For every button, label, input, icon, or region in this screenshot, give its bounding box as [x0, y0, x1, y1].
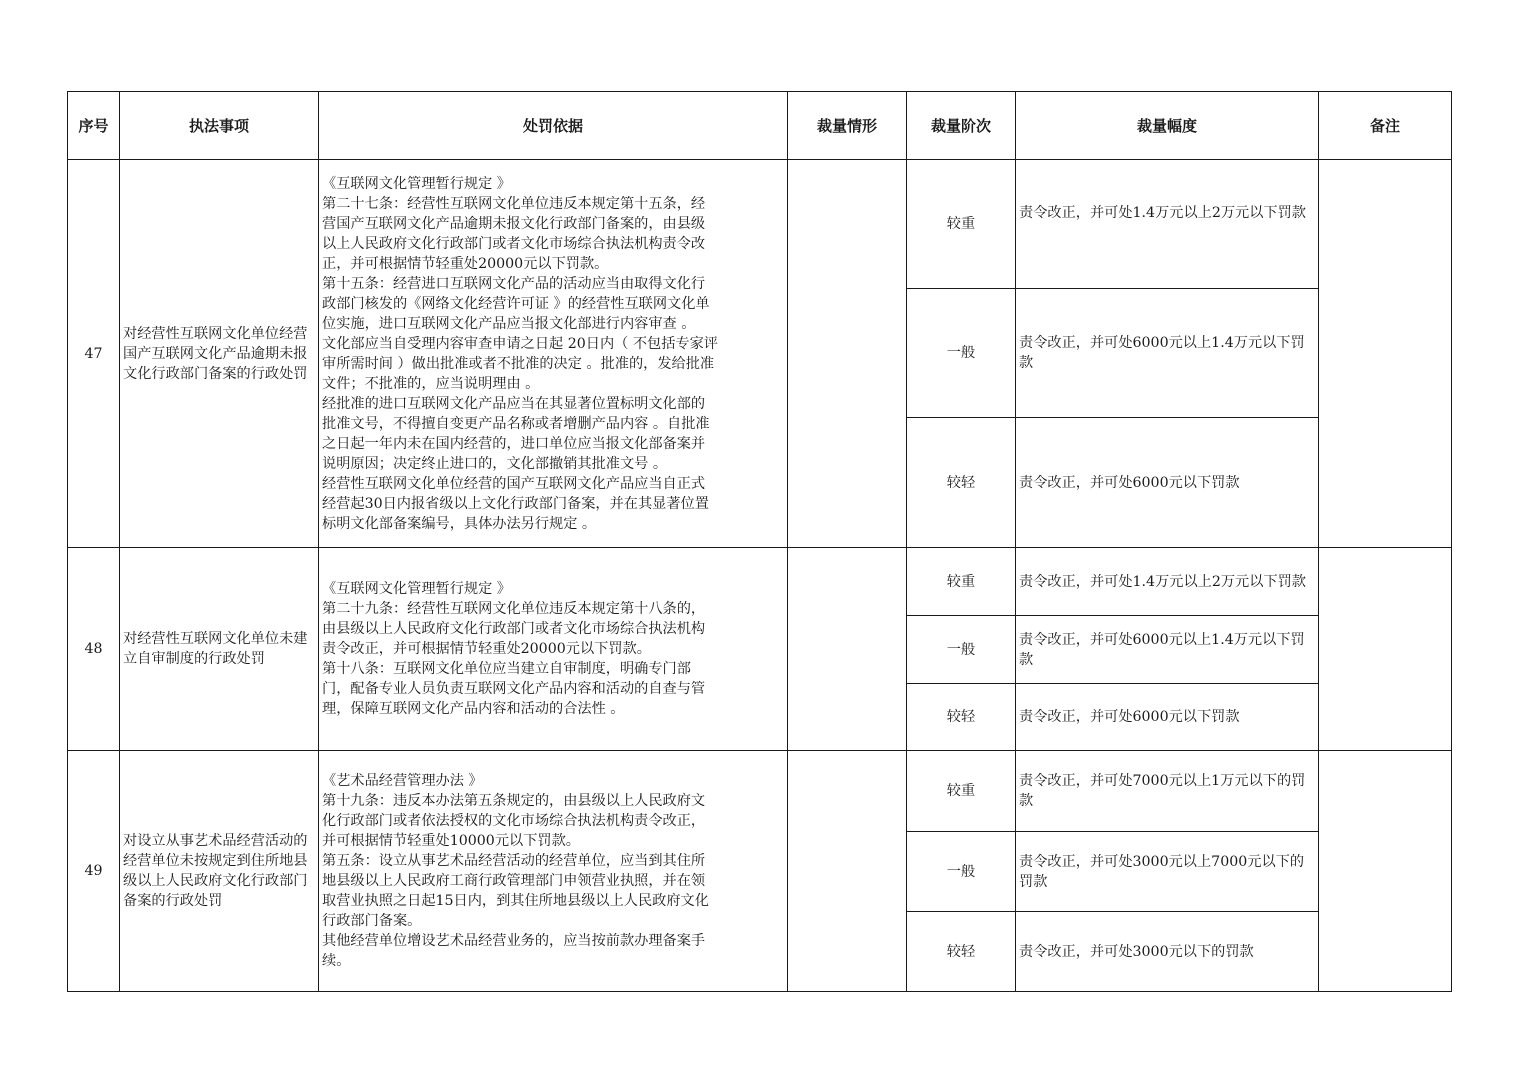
row-basis — [319, 751, 788, 992]
basis-line: 说明原因；决定终止进口的，文化部撤销其批准文号 。 — [322, 455, 668, 472]
tier-level: 较重 — [907, 160, 1016, 289]
tier-range: 责令改正，并可处6000元以上1.4万元以下罚款 — [1016, 616, 1319, 684]
basis-line: 批准文号，不得擅自变更产品名称或者增删产品内容 。自批准 — [322, 415, 710, 432]
row-note — [1319, 751, 1452, 992]
basis-line: 《互联网文化管理暂行规定 》 — [322, 581, 511, 597]
tier-level: 较重 — [907, 548, 1016, 616]
basis-line: 行政部门备案。 — [322, 913, 422, 929]
basis-line: 取营业执照之日起15日内，到其住所地县级以上人民政府文化 — [322, 893, 709, 909]
row-basis — [319, 548, 788, 751]
basis-line: 第二十九条：经营性互联网文化单位违反本规定第十八条的， — [322, 601, 706, 617]
tier-level: 较轻 — [907, 912, 1016, 992]
basis-line: 标明文化部备案编号，具体办法另行规定 。 — [322, 515, 597, 532]
basis-line: 化行政部门或者依法授权的文化市场综合执法机构责令改正， — [322, 813, 706, 829]
table-row — [68, 751, 1452, 832]
row-seq: 48 — [68, 548, 120, 751]
table-row — [68, 160, 1452, 289]
discretion-standards-sheet — [67, 91, 1452, 992]
basis-line: 第十八条：互联网文化单位应当建立自审制度，明确专门部 — [322, 661, 691, 677]
basis-line: 第十九条：违反本办法第五条规定的，由县级以上人民政府文 — [322, 793, 706, 809]
basis-line: 第五条：设立从事艺术品经营活动的经营单位，应当到其住所 — [322, 853, 706, 869]
header-range: 裁量幅度 — [1016, 92, 1319, 160]
basis-line: 政部门核发的《网络文化经营许可证 》的经营性互联网文化单 — [322, 295, 710, 312]
basis-line: 营国产互联网文化产品逾期未报文化行政部门备案的，由县级 — [322, 215, 706, 232]
row-note — [1319, 160, 1452, 548]
basis-line: 续。 — [322, 953, 351, 969]
basis-line: 第十五条：经营进口互联网文化产品的活动应当由取得文化行 — [322, 275, 706, 292]
table-row — [68, 548, 1452, 616]
basis-line: 《互联网文化管理暂行规定 》 — [322, 175, 511, 192]
tier-level: 一般 — [907, 616, 1016, 684]
row-situation — [788, 548, 907, 751]
penalty-table — [67, 91, 1452, 992]
basis-line: 理，保障互联网文化产品内容和活动的合法性 。 — [322, 701, 625, 717]
basis-line: 位实施，进口互联网文化产品应当报文化部进行内容审查 。 — [322, 315, 696, 332]
row-situation — [788, 751, 907, 992]
basis-line: 经营性互联网文化单位经营的国产互联网文化产品应当自正式 — [322, 475, 706, 492]
header-seq: 序号 — [68, 92, 120, 160]
row-situation — [788, 160, 907, 548]
row-seq: 49 — [68, 751, 120, 992]
basis-line: 门，配备专业人员负责互联网文化产品内容和活动的自查与管 — [322, 681, 706, 697]
row-seq: 47 — [68, 160, 120, 548]
basis-line: 审所需时间 ）做出批准或者不批准的决定 。批准的，发给批准 — [322, 355, 715, 372]
tier-range: 责令改正，并可处6000元以上1.4万元以下罚款 — [1016, 289, 1319, 418]
basis-line: 文件；不批准的，应当说明理由 。 — [322, 375, 540, 392]
row-note — [1319, 548, 1452, 751]
basis-line: 经营起30日内报省级以上文化行政部门备案，并在其显著位置 — [322, 495, 709, 512]
tier-range: 责令改正，并可处6000元以下罚款 — [1016, 684, 1319, 751]
tier-range: 责令改正，并可处3000元以上7000元以下的罚款 — [1016, 832, 1319, 912]
header-basis: 处罚依据 — [319, 92, 788, 160]
tier-range: 责令改正，并可处3000元以下的罚款 — [1016, 912, 1319, 992]
basis-line: 第二十七条：经营性互联网文化单位违反本规定第十五条，经 — [322, 195, 706, 212]
tier-range: 责令改正，并可处1.4万元以上2万元以下罚款 — [1016, 548, 1319, 616]
basis-line: 地县级以上人民政府工商行政管理部门申领营业执照，并在领 — [322, 873, 706, 889]
basis-line: 经批准的进口互联网文化产品应当在其显著位置标明文化部的 — [322, 395, 706, 412]
basis-line: 以上人民政府文化行政部门或者文化市场综合执法机构责令改 — [322, 235, 706, 252]
row-basis — [319, 160, 788, 548]
basis-line: 《艺术品经营管理办法 》 — [322, 773, 483, 789]
header-item: 执法事项 — [120, 92, 319, 160]
tier-level: 较重 — [907, 751, 1016, 832]
row-item: 对经营性互联网文化单位经营国产互联网文化产品逾期未报文化行政部门备案的行政处罚 — [120, 160, 319, 548]
tier-range: 责令改正，并可处7000元以上1万元以下的罚款 — [1016, 751, 1319, 832]
header-level: 裁量阶次 — [907, 92, 1016, 160]
row-item: 对设立从事艺术品经营活动的经营单位未按规定到住所地县级以上人民政府文化行政部门备案的行政处罚 — [120, 751, 319, 992]
tier-level: 一般 — [907, 832, 1016, 912]
tier-range: 责令改正，并可处6000元以下罚款 — [1016, 418, 1319, 548]
tier-level: 一般 — [907, 289, 1016, 418]
table-header-row — [68, 92, 1452, 160]
tier-level: 较轻 — [907, 418, 1016, 548]
tier-level: 较轻 — [907, 684, 1016, 751]
basis-line: 责令改正，并可根据情节轻重处20000元以下罚款。 — [322, 641, 651, 657]
basis-line: 由县级以上人民政府文化行政部门或者文化市场综合执法机构 — [322, 621, 706, 637]
basis-line: 并可根据情节轻重处10000元以下罚款。 — [322, 833, 580, 849]
header-note: 备注 — [1319, 92, 1452, 160]
basis-line: 文化部应当自受理内容审查申请之日起 20日内（ 不包括专家评 — [322, 335, 718, 352]
basis-line: 其他经营单位增设艺术品经营业务的，应当按前款办理备案手 — [322, 933, 706, 949]
basis-line: 之日起一年内未在国内经营的，进口单位应当报文化部备案并 — [322, 435, 706, 452]
tier-range: 责令改正，并可处1.4万元以上2万元以下罚款 — [1016, 160, 1319, 289]
header-situation: 裁量情形 — [788, 92, 907, 160]
basis-line: 正，并可根据情节轻重处20000元以下罚款。 — [322, 255, 609, 272]
row-item: 对经营性互联网文化单位未建立自审制度的行政处罚 — [120, 548, 319, 751]
